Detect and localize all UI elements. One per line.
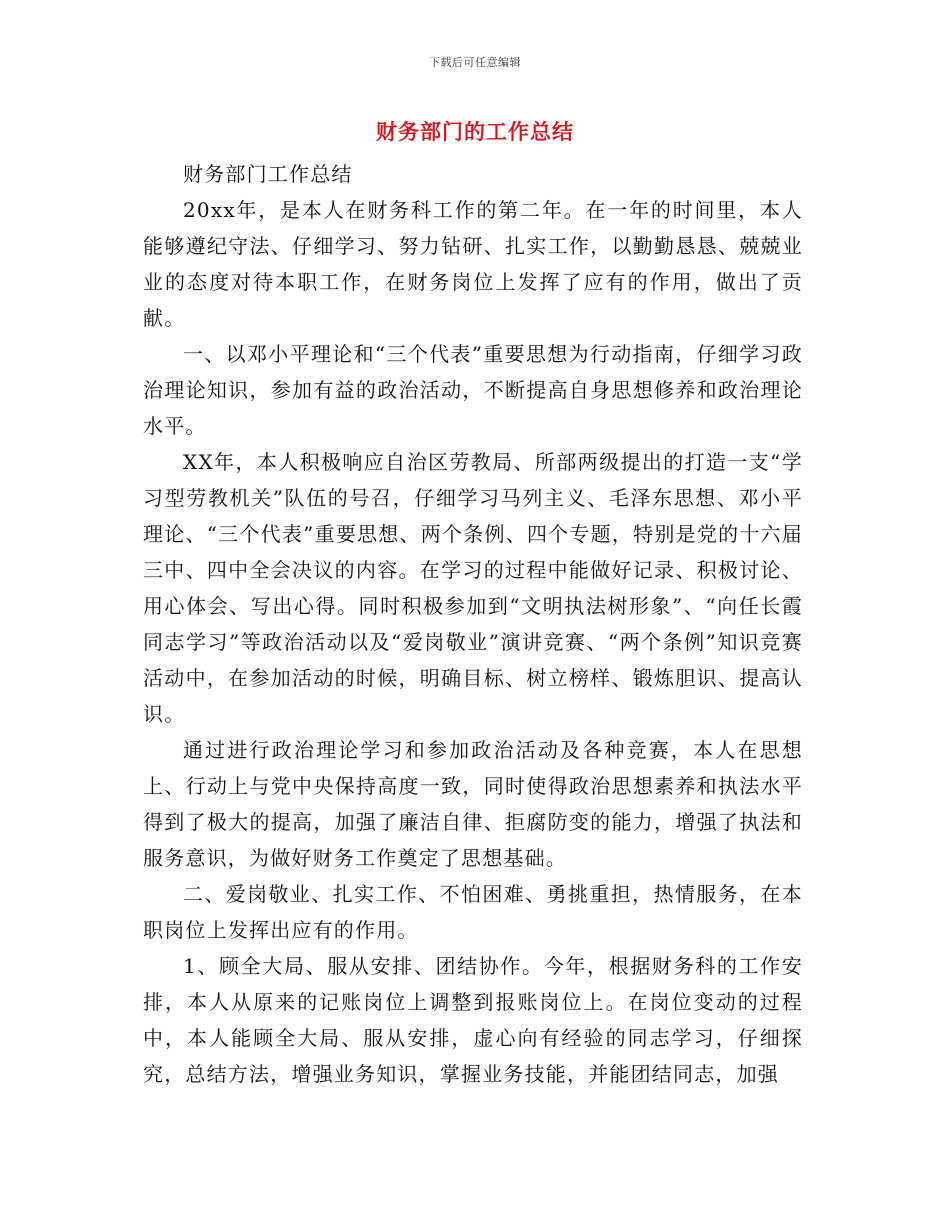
section-heading-paragraph: 一、以邓小平理论和“三个代表”重要思想为行动指南，仔细学习政治理论知识，参加有益的政治活动，不断提高自身思想修养和政治理论水平。 [143,342,803,438]
body-paragraph: 通过进行政治理论学习和参加政治活动及各种竞赛，本人在思想上、行动上与党中央保持高度一致，同时使得政治思想素养和执法水平得到了极大的提高，加强了廉洁自律、拒腐防变的能力，增强了执法和服务意识，为做好财务工作奠定了思想基础。 [143,738,803,870]
subtitle-paragraph: 财务部门工作总结 [183,162,353,186]
header-note: 下载后可任意编辑 [429,56,521,69]
body-paragraph: 20xx年，是本人在财务科工作的第二年。在一年的时间里，本人能够遵纪守法、仔细学习、努力钻研、扎实工作，以勤勤恳恳、兢兢业业的态度对待本职工作，在财务岗位上发挥了应有的作用，做出了贡献。 [143,198,803,330]
document-body [143,156,803,1092]
body-paragraph: XX年，本人积极响应自治区劳教局、所部两级提出的打造一支“学习型劳教机关”队伍的号召，仔细学习马列主义、毛泽东思想、邓小平理论、“三个代表”重要思想、两个条例、四个专题，特别是党的十六届三中、四中全会决议的内容。在学习的过程中能做好记录、积极讨论、用心体会、写出心得。同时积极参加到“文明执法树形象”、“向任长霞同志学习”等政治活动以及“爱岗敬业”演讲竞赛、“两个条例”知识竞赛活动中，在参加活动的时候，明确目标、树立榜样、锻炼胆识、提高认识。 [143,450,803,726]
section-heading-paragraph: 二、爱岗敬业、扎实工作、不怕困难、勇挑重担，热情服务，在本职岗位上发挥出应有的作用。 [143,882,803,942]
document-title: 财务部门的工作总结 [376,119,574,144]
body-paragraph: 1、顾全大局、服从安排、团结协作。今年，根据财务科的工作安排，本人从原来的记账岗位上调整到报账岗位上。在岗位变动的过程中，本人能顾全大局、服从安排，虚心向有经验的同志学习，仔细探究，总结方法，增强业务知识，掌握业务技能，并能团结同志，加强 [143,954,803,1086]
